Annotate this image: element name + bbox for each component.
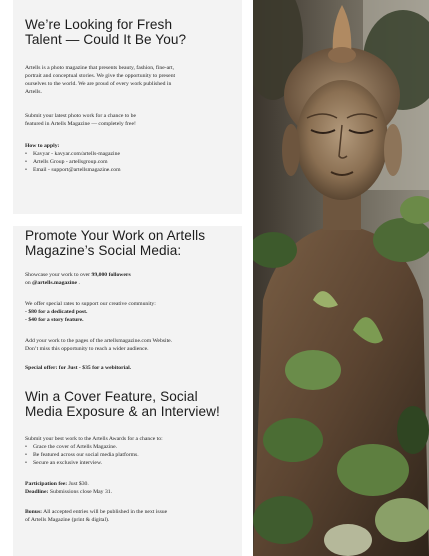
social-cover-panel bbox=[13, 226, 242, 556]
talent-intro-line: Artells. bbox=[25, 89, 42, 96]
text-column bbox=[13, 0, 242, 556]
cover-title bbox=[25, 389, 220, 419]
talent-submit bbox=[25, 112, 136, 128]
talent-submit-line: featured in Artells Magazine — completely free! bbox=[25, 121, 136, 128]
rates-text bbox=[25, 300, 156, 324]
bonus-line: All accepted entries will be published in the next issue bbox=[42, 509, 168, 515]
website-text bbox=[25, 337, 172, 353]
talent-intro-line: portrait and conceptual stories. We give the opportunity to present bbox=[25, 73, 176, 80]
social-title-line2: Magazine’s Social Media: bbox=[25, 243, 182, 259]
rate-story: - $40 for a story feature. bbox=[25, 317, 84, 324]
apply-item-artells-group[interactable]: • Artells Group - artellsgroup.com bbox=[25, 158, 121, 166]
deadline-value: Submissions close May 31. bbox=[48, 489, 113, 496]
bonus-text bbox=[25, 508, 167, 524]
talent-title-line1: We’re Looking for Fresh bbox=[25, 17, 173, 32]
cover-benefits-list bbox=[25, 443, 139, 467]
apply-heading: How to apply: bbox=[25, 143, 60, 149]
apply-list bbox=[25, 150, 121, 174]
talent-title-line2: Talent — Could It Be You? bbox=[25, 32, 187, 48]
talent-intro-line: Artells is a photo magazine that presents beauty, fashion, fine-art, bbox=[25, 65, 175, 71]
buddha-illustration bbox=[253, 0, 429, 556]
cover-benefit: • Be featured across our social media platforms. bbox=[25, 451, 139, 459]
social-title-line1: Promote Your Work on Artells bbox=[25, 228, 206, 243]
talent-submit-line: Submit your latest photo work for a chance to be bbox=[25, 113, 137, 119]
talent-intro bbox=[25, 64, 175, 96]
deadline-label: Deadline: bbox=[25, 489, 49, 496]
special-offer: Special offer: for Just - $35 for a webitorial. bbox=[25, 365, 132, 371]
instagram-handle[interactable]: @artells.magazine bbox=[32, 280, 78, 287]
fee-deadline bbox=[25, 480, 112, 496]
showcase-prefix: Showcase your work to over bbox=[25, 272, 92, 278]
fee-value: Just $30. bbox=[67, 481, 89, 487]
cover-title-line2: Media Exposure & an Interview! bbox=[25, 404, 220, 420]
apply-item-email[interactable]: • Email - support@artellsmagazine.com bbox=[25, 166, 121, 174]
followers-count: 99,000 followers bbox=[91, 272, 131, 278]
showcase-on: on bbox=[25, 280, 33, 287]
website-line: Add your work to the pages of the artellsmagazine.com Website. bbox=[25, 338, 173, 344]
cover-title-line1: Win a Cover Feature, Social bbox=[25, 389, 198, 404]
cover-benefit: • Secure an exclusive interview. bbox=[25, 459, 139, 467]
social-title bbox=[25, 228, 205, 258]
showcase-text bbox=[25, 271, 131, 287]
bonus-label: Bonus: bbox=[25, 509, 43, 515]
fee-label: Participation fee: bbox=[25, 481, 68, 487]
talent-title bbox=[25, 17, 186, 47]
website-line: Don’t miss this opportunity to reach a wider audience. bbox=[25, 346, 149, 353]
cover-intro: Submit your best work to the Artells Awards for a chance to: bbox=[25, 436, 163, 442]
buddha-photo bbox=[253, 0, 429, 556]
showcase-suffix: . bbox=[77, 280, 80, 287]
cover-benefit: • Grace the cover of Artells Magazine. bbox=[25, 443, 139, 451]
rates-intro: We offer special rates to support our creative community: bbox=[25, 301, 156, 307]
talent-panel bbox=[13, 0, 242, 214]
rate-post: - $80 for a dedicated post. bbox=[25, 309, 88, 316]
bonus-line: of Artells Magazine (print & digital). bbox=[25, 517, 110, 524]
talent-intro-line: ourselves to the world. We are proud of every work published in bbox=[25, 81, 172, 88]
apply-item-kavyar[interactable]: • Kavyar - kavyar.com/artells-magazine bbox=[25, 150, 121, 158]
